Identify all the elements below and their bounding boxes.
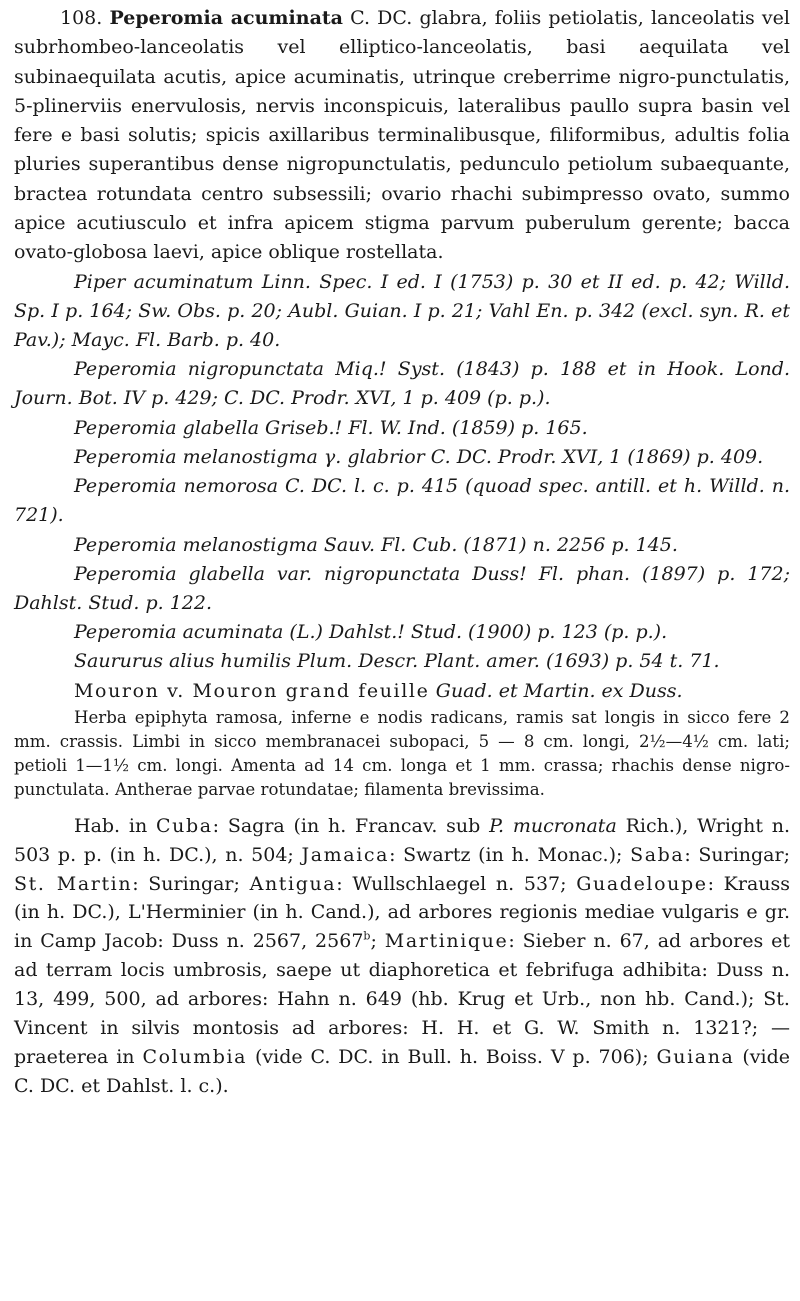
species-name: Peperomia acuminata	[109, 7, 343, 29]
locality-columbia: Columbia	[142, 1045, 248, 1068]
synonym-entry: Peperomia nigropunctata Miq.! Syst. (1843) p. 188 et in Hook. Lond. Journ. Bot. IV p. 429; C. DC. Prodr. XVI, 1 p. 409 (p. p.).	[14, 358, 790, 410]
synonym-entry: Peperomia nemorosa C. DC. l. c. p. 415 (quoad spec. antill. et h. Willd. n. 721).	[14, 475, 790, 527]
synonym-entry: Peperomia glabella Griseb.! Fl. W. Ind. (1859) p. 165.	[74, 416, 588, 439]
habitat-text: ;	[370, 930, 377, 953]
locality-antigua: Antigua	[249, 872, 337, 895]
vernacular-names-text: Mouron v. Mouron grand feuille	[74, 679, 430, 702]
habitat-text: in silvis montosis ad arbores: H. H. et G. W. Smith n. 1321?; — praeterea in	[14, 1017, 790, 1068]
taxon-mucronata: P. mucronata	[489, 814, 617, 837]
synonym-entry: Saururus alius humilis Plum. Descr. Plant. amer. (1693) p. 54 t. 71.	[74, 650, 720, 673]
habitat-text: : Sagra (in h. Francav. sub	[212, 814, 481, 837]
habitat-text: : Sieber n. 67, ad arbores et ad terram locis umbrosis, saepe ut diaphoretica et febrifuga adhibita: Duss n. 13, 499, 500, ad arbores: Hahn n. 649 (hb. Krug et Urb., non hb. Cand.);	[14, 930, 790, 1011]
locality-jamaica: Jamaica	[301, 843, 390, 866]
synonym-entry: Peperomia acuminata (L.) Dahlst.! Stud. (1900) p. 123 (p. p.).	[74, 621, 668, 644]
habitat-text: : Suringar;	[684, 843, 790, 866]
locality-st-martin: St. Martin	[14, 872, 133, 895]
habitat-text: : Krauss (in h. DC.), L'Herminier (in h. Cand.), ad arbores regionis mediae vulgaris e gr. in Camp Jacob: Duss n. 2567, 2567	[14, 872, 791, 953]
habitat-text: Rich.), Wright n. 503 p. p. (in h. DC.), n. 504;	[14, 814, 791, 866]
synonym-entry: Peperomia glabella var. nigropunctata Duss! Fl. phan. (1897) p. 172; Dahlst. Stud. p. 122.	[14, 562, 790, 614]
locality-guiana: Guiana	[656, 1045, 735, 1068]
synonym-entry: Peperomia melanostigma γ. glabrior C. DC. Prodr. XVI, 1 (1869) p. 409.	[74, 445, 764, 468]
vernacular-source: Guad. et Martin. ex Duss.	[435, 679, 683, 702]
vernacular-names	[14, 677, 790, 706]
entry-number: 108.	[60, 7, 103, 29]
locality-st-vincent: St. Vincent	[14, 988, 790, 1040]
habitat-text: : Suringar;	[132, 872, 240, 895]
synonym-entry: Piper acuminatum Linn. Spec. I ed. I (1753) p. 30 et II ed. p. 42; Willd. Sp. I p. 164; Sw. Obs. p. 20; Aubl. Guian. I p. 21; Vahl En. p. 342 (excl. syn. R. et Pav.); Mayc. Fl. Barb. p. 40.	[14, 270, 790, 352]
locality-guadeloupe: Guadeloupe	[576, 872, 708, 895]
habitat-text: (vide C. DC. in Bull. h. Boiss. V p. 706);	[255, 1045, 649, 1068]
locality-cuba: Cuba	[155, 814, 213, 837]
habitat-paragraph	[14, 812, 790, 1101]
synonym-entry: Peperomia melanostigma Sauv. Fl. Cub. (1871) n. 2256 p. 145.	[74, 533, 678, 556]
habitat-text: Hab. in	[74, 814, 148, 837]
locality-saba: Saba	[630, 843, 685, 866]
diagnosis-text: C. DC. glabra, foliis petiolatis, lanceolatis vel subrhombeo-lanceolatis vel elliptico-lanceolatis, basi aequilata vel subinaequilata acutis, apice acuminatis, utrinque creberrime nigro-punctulatis, 5-plinerviis enervulosis, nervis inconspicuis, lateralibus paullo supra basin vel fere e basi solutis; spicis axillaribus terminalibusque, filiformibus, adultis folia pluries superantibus dense nigropunctulatis, pedunculo petiolum subaequante, bractea rotundata centro subsessili; ovario rhachi subimpresso ovato, summo apice acutiusculo et infra apicem stigma parvum puberulum gerente; bacca ovato-globosa laevi, apice oblique rostellata.	[14, 7, 790, 264]
habitat-text: : Wullschlaegel n. 537;	[336, 872, 567, 895]
habitat-text: (vide C. DC. et Dahlst. l. c.).	[14, 1045, 790, 1097]
habitat-text: : Swartz (in h. Monac.);	[389, 843, 623, 866]
locality-martinique: Martinique	[384, 930, 509, 953]
species-description: Herba epiphyta ramosa, inferne e nodis radicans, ramis sat longis in sicco fere 2 mm. crassis. Limbi in sicco membranacei subopaci, 5 — 8 cm. longi, 2½—4½ cm. lati; petioli 1—1½ cm. longi. Amenta ad 14 cm. longa et 1 mm. crassa; rhachis dense nigro-punctulata. Antherae parvae rotundatae; filamenta brevissima.	[14, 707, 790, 800]
superscript-b: b	[363, 930, 371, 943]
synonymy-list	[14, 268, 790, 677]
species-diagnosis	[14, 4, 790, 268]
